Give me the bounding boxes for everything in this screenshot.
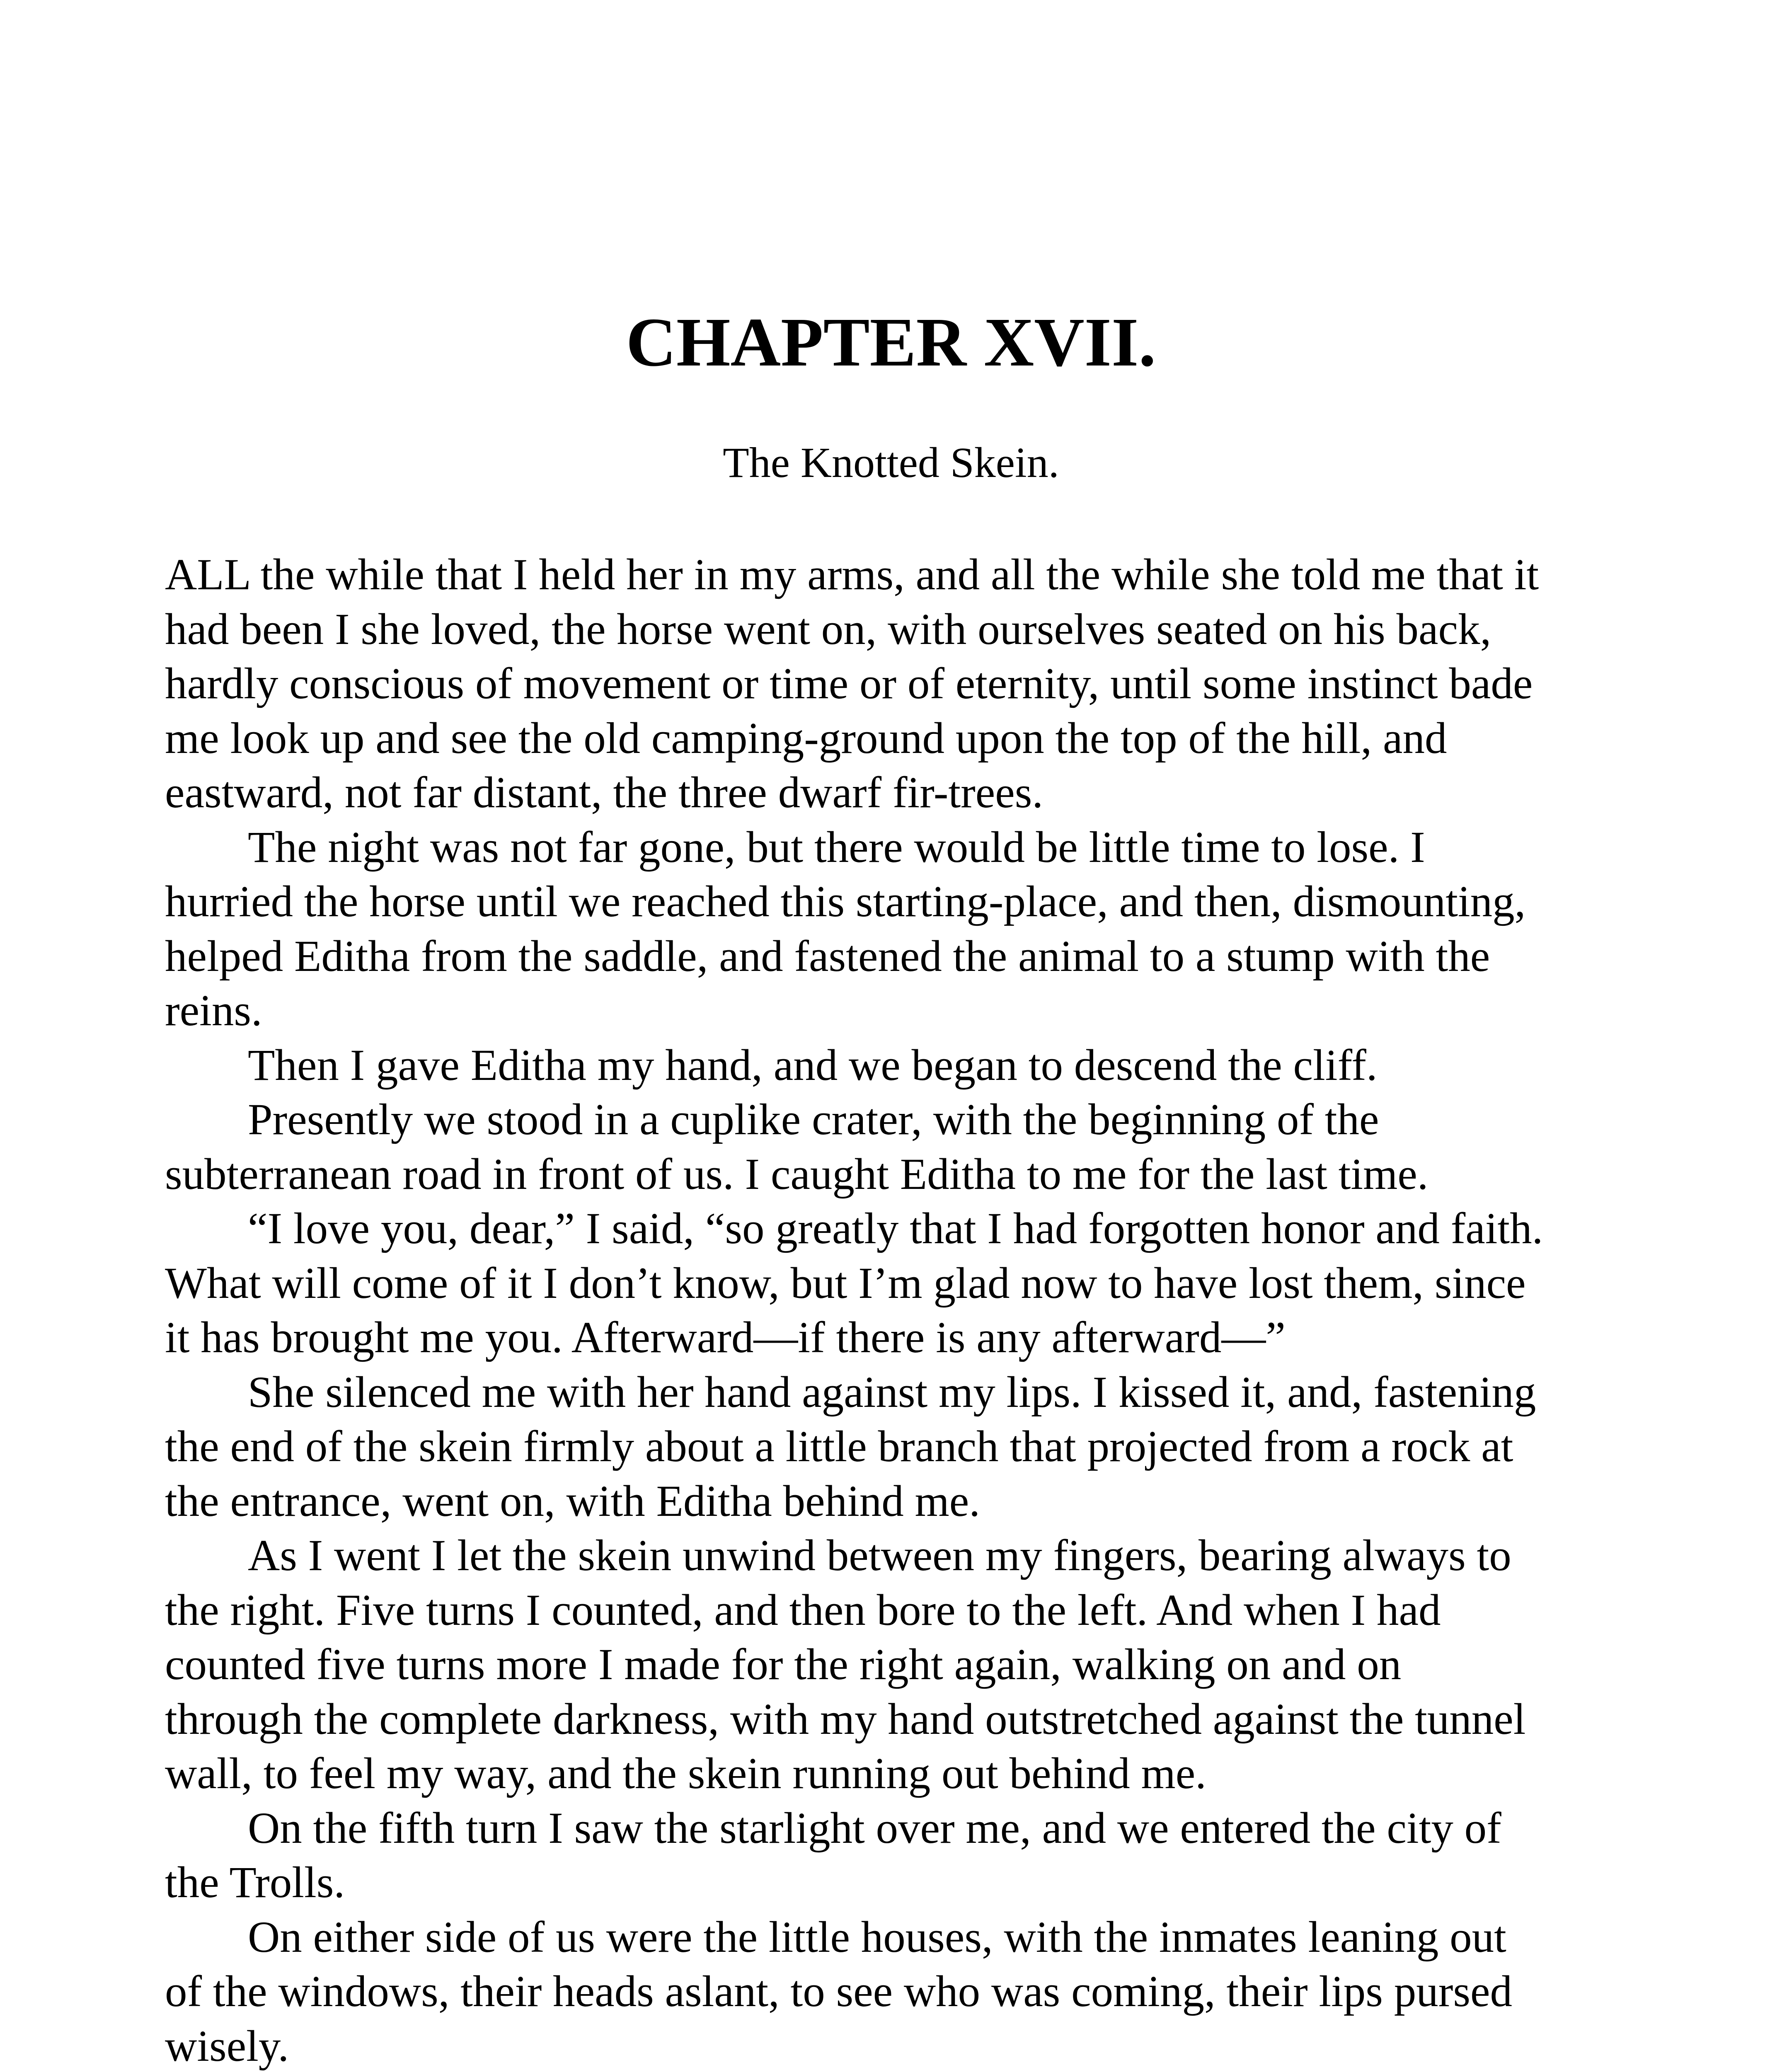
text-line: me look up and see the old camping-ground upon the top of the hill, and [165,714,1447,763]
text-line: the right. Five turns I counted, and then bore to the left. And when I had [165,1585,1441,1635]
text-line: the end of the skein firmly about a little branch that projected from a rock at [165,1422,1513,1471]
text-line: helped Editha from the saddle, and fastened the animal to a stump with the [165,932,1490,981]
text-line: the entrance, went on, with Editha behind me. [165,1477,981,1526]
text-line: subterranean road in front of us. I caught Editha to me for the last time. [165,1150,1429,1199]
text-line: On either side of us were the little houses, with the inmates leaning out [248,1912,1506,1962]
text-line: hurried the horse until we reached this starting-place, and then, dismounting, [165,877,1526,926]
text-line: “I love you, dear,” I said, “so greatly that I had forgotten honor and faith. [248,1204,1543,1253]
text-line: it has brought me you. Afterward—if there is any afterward—” [165,1313,1286,1362]
text-line: She silenced me with her hand against my lips. I kissed it, and, fastening [248,1368,1536,1417]
body-text [165,548,1657,2072]
chapter-title: CHAPTER XVII. [626,304,1156,381]
text-line: hardly conscious of movement or time or of eternity, until some instinct bade [165,659,1533,708]
text-line: the Trolls. [165,1858,345,1907]
text-line: eastward, not far distant, the three dwarf fir-trees. [165,768,1044,817]
text-line: had been I she loved, the horse went on, with ourselves seated on his back, [165,605,1491,654]
text-line: ALL the while that I held her in my arms, and all the while she told me that it [165,550,1539,599]
text-line: of the windows, their heads aslant, to see who was coming, their lips pursed [165,1967,1512,2016]
text-line: Then I gave Editha my hand, and we began to descend the cliff. [248,1041,1378,1090]
chapter-subtitle: The Knotted Skein. [723,439,1059,487]
text-line: On the fifth turn I saw the starlight over me, and we entered the city of [248,1803,1501,1853]
text-line: reins. [165,986,262,1035]
text-line: What will come of it I don’t know, but I’m glad now to have lost them, since [165,1259,1526,1308]
text-line: counted five turns more I made for the right again, walking on and on [165,1640,1402,1689]
text-line: wall, to feel my way, and the skein running out behind me. [165,1749,1206,1798]
text-line: The night was not far gone, but there would be little time to lose. I [248,823,1425,872]
text-line: As I went I let the skein unwind between my fingers, bearing always to [248,1531,1511,1580]
text-line: through the complete darkness, with my hand outstretched against the tunnel [165,1694,1526,1744]
text-line: wisely. [165,2021,289,2071]
text-line: Presently we stood in a cuplike crater, with the beginning of the [248,1095,1379,1144]
